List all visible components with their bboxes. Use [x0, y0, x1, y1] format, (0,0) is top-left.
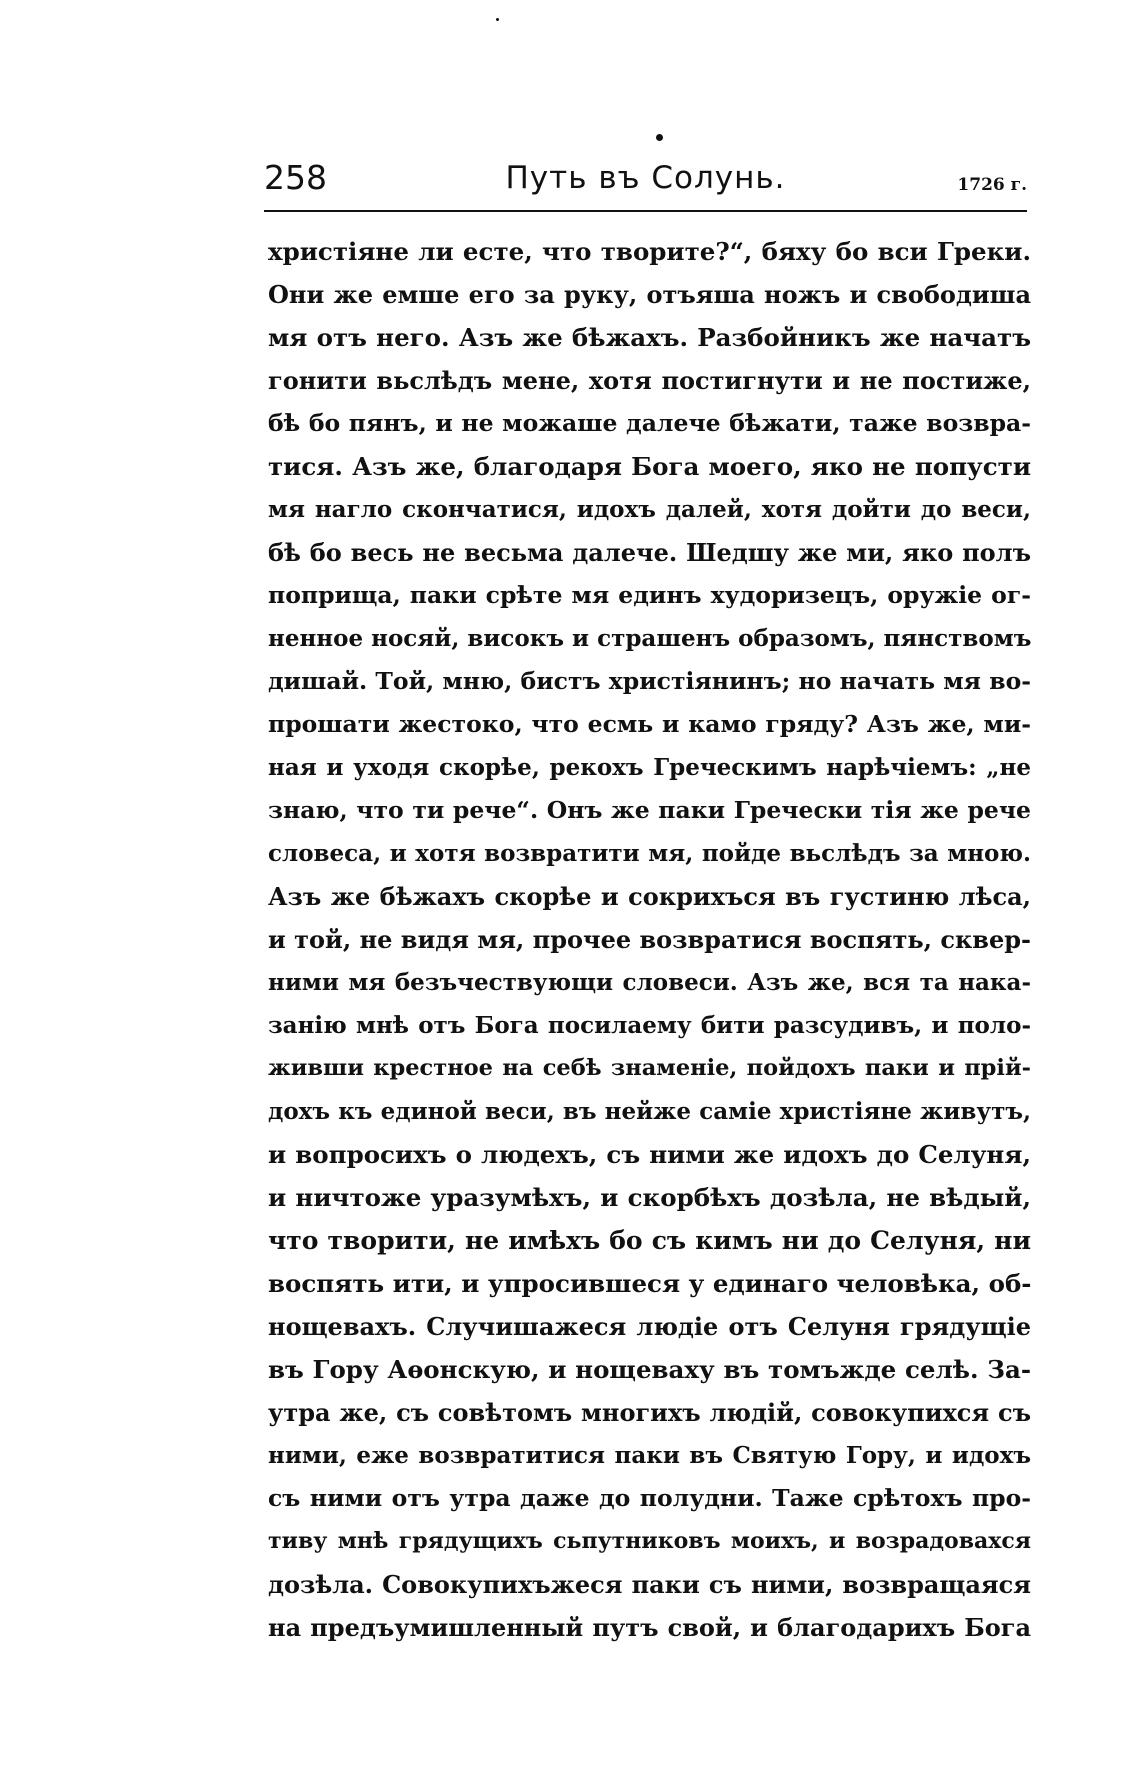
text-line: ненное носяй, високъ и страшенъ образомъ, пянствомъ	[268, 625, 1032, 652]
text-line: и той, не видя мя, прочее возвратися воспять, сквер-	[268, 925, 1031, 954]
text-line: утра же, съ совѣтомъ многихъ людій, совокупихся съ	[268, 1398, 1031, 1427]
page-number: 258	[264, 158, 327, 197]
text-line: занію мнѣ отъ Бога посилаему бити разсудивъ, и поло-	[268, 1012, 1031, 1039]
text-line: знаю, что ти рече“. Онъ же паки Гречески тія же рече	[268, 796, 1031, 824]
text-line: живши крестное на себѣ знаменіе, пойдохъ паки и прій-	[268, 1055, 1031, 1081]
text-line: воспять ити, и упросившеся у единаго человѣка, об-	[268, 1269, 1032, 1298]
text-line: поприща, паки срѣте мя единъ худоризецъ, оружіе ог-	[268, 581, 1031, 609]
text-line: мя нагло скончатися, идохъ далей, хотя дойти до веси,	[268, 496, 1031, 523]
text-line: и ничтоже уразумѣхъ, и скорбѣхъ дозѣла, не вѣдый,	[268, 1183, 1031, 1212]
text-line: тися. Азъ же, благодаря Бога моего, яко не попусти	[268, 452, 1031, 481]
text-line: мя отъ него. Азъ же бѣжахъ. Разбойникъ же начатъ	[268, 323, 1031, 352]
text-line: и вопросихъ о людехъ, съ ними же идохъ до Селуня,	[268, 1140, 1031, 1169]
text-line: ними, еже возвратитися паки въ Святую Гору, и идохъ	[268, 1442, 1031, 1469]
text-line: ная и уходя скорѣе, рекохъ Греческимъ нарѣчіемъ: „не	[268, 754, 1031, 781]
text-line: дишай. Той, мню, бистъ христіянинъ; но начать мя во-	[268, 667, 1031, 695]
text-line: дозѣла. Совокупихъжеся паки съ ними, возвращаяся	[268, 1570, 1031, 1599]
text-line: ними мя безъчествующи словеси. Азъ же, вся та нака-	[268, 969, 1031, 996]
running-title: Путь въ Солунь.	[505, 160, 786, 196]
text-line: прошати жестоко, что есмь и камо гряду? Азъ же, ми-	[268, 710, 1031, 738]
text-line: Азъ же бѣжахъ скорѣе и сокрихъся въ густиню лѣса,	[268, 882, 1031, 911]
text-line: съ ними отъ утра даже до полудни. Таже срѣтохъ про-	[268, 1484, 1031, 1512]
page-header	[264, 150, 1027, 212]
year-label: 1726 г.	[957, 175, 1027, 195]
text-line: нощевахъ. Случишажеся людіе отъ Селуня грядущіе	[268, 1312, 1031, 1341]
body-text	[268, 230, 1031, 1649]
text-line: на предъумишленный путъ свой, и благодарихъ Бога	[268, 1613, 1031, 1642]
text-line: словеса, и хотя возвратити мя, пойде вьслѣдъ за мною.	[268, 840, 1031, 867]
text-line: Они же емше его за руку, отъяша ножъ и свободиша	[268, 280, 1031, 309]
text-line: гонити вьслѣдъ мене, хотя постигнути и не постиже,	[268, 366, 1031, 395]
text-line: дохъ къ единой веси, въ нейже саміе христіяне живутъ,	[268, 1098, 1031, 1125]
text-line: христіяне ли есте, что творите?“, бяху бо вси Греки.	[268, 237, 1031, 266]
text-line: бѣ бо пянъ, и не можаше далече бѣжати, таже возвра-	[268, 409, 1031, 437]
text-line: бѣ бо весь не весьма далече. Шедшу же ми, яко полъ	[268, 538, 1031, 567]
ink-dot	[656, 134, 663, 141]
text-line: тиву мнѣ грядущихъ сьпутниковъ моихъ, и возрадовахся	[268, 1528, 1031, 1554]
text-line: что творити, не имѣхъ бо съ кимъ ни до Селуня, ни	[268, 1226, 1031, 1255]
ink-speck-top	[496, 18, 499, 21]
text-line: въ Гору Аѳонскую, и нощеваху въ томъжде селѣ. За-	[268, 1355, 1031, 1384]
